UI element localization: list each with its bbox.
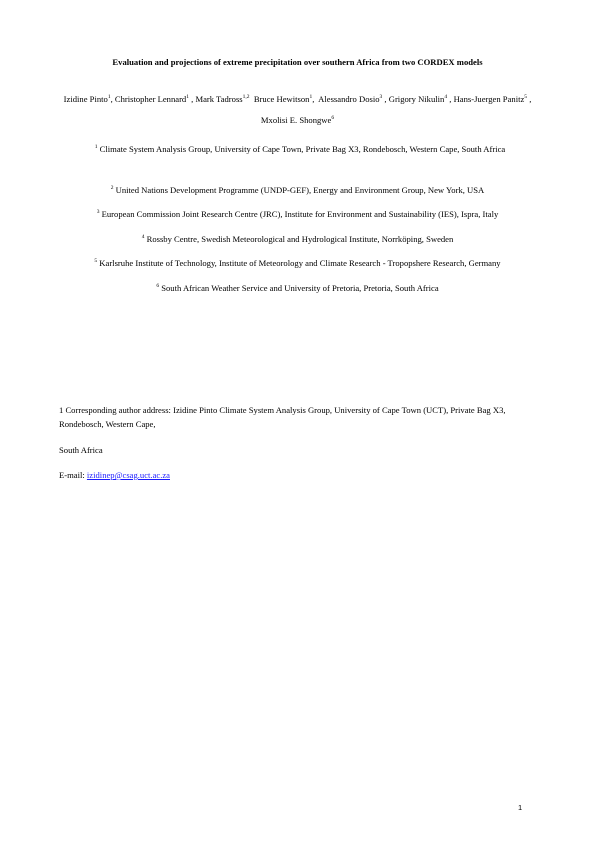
- affiliation-text: Climate System Analysis Group, University of Cape Town, Private Bag X3, Rondebosch, Western Cape, South Africa: [99, 144, 506, 154]
- author-name: Izidine Pinto: [63, 94, 108, 104]
- corresponding-author-email: [59, 469, 170, 481]
- author-list: Izidine Pinto$^1$, Christopher Lennard$^1$ , Mark Tadross$^{1,2}$ Bruce Hewitson$^1$, Alessandro Dosio$^3$ , Grigory Nikulin$^4$ , Hans-Juergen Panitz$^5$ , Mxolisi E. Shongwe$^6$: [63, 94, 532, 125]
- affiliation-mark: 6: [156, 283, 160, 290]
- affiliation-3: [40, 206, 555, 223]
- author-affiliation-mark: 1: [186, 94, 189, 101]
- author-name: Mark Tadross: [195, 94, 243, 104]
- affiliation-mark: 2: [110, 185, 114, 192]
- author-affiliation-mark: 1: [107, 94, 111, 101]
- affiliation-mark: 1: [94, 144, 98, 151]
- author-name: Hans-Juergen Panitz: [453, 94, 525, 104]
- affiliation-text: South African Weather Service and University of Pretoria, Pretoria, South Africa: [161, 283, 439, 293]
- affiliation-mark: 5: [94, 258, 98, 265]
- affiliation-text: United Nations Development Programme (UNDP-GEF), Energy and Environment Group, New York, USA: [115, 185, 485, 195]
- affiliation-2: [40, 182, 555, 199]
- author-name: Grigory Nikulin: [388, 94, 445, 104]
- affiliation-4: [40, 231, 555, 248]
- corresponding-author-address: 1 Corresponding author address: Izidine Pinto Climate System Analysis Group, University of Cape Town (UCT), Private Bag X3, Rondebosch, Western Cape,: [59, 405, 506, 429]
- page-number: 1: [518, 803, 523, 812]
- author-name: Christopher Lennard: [114, 94, 187, 104]
- author-name: Alessandro Dosio: [318, 94, 380, 104]
- email-label: E-mail:: [59, 470, 87, 480]
- affiliation-mark: 3: [96, 209, 100, 216]
- affiliation-mark: 4: [141, 234, 145, 241]
- affiliation-text: Rossby Centre, Swedish Meteorological and Hydrological Institute, Norrköping, Sweden: [146, 234, 454, 244]
- affiliation-text: European Commission Joint Research Centre (JRC), Institute for Environment and Sustainability (IES), Ispra, Italy: [101, 209, 499, 219]
- author-affiliation-mark: 5: [524, 94, 528, 101]
- affiliation-6: [40, 280, 555, 297]
- author-name: Mxolisi E. Shongwe: [260, 115, 332, 125]
- author-affiliation-mark: 6: [331, 115, 335, 122]
- author-affiliation-mark: 3: [379, 94, 383, 101]
- email-link[interactable]: izidinep@csag.uct.ac.za: [86, 470, 170, 480]
- author-affiliation-mark: 1,2: [242, 94, 250, 101]
- affiliation-5: [40, 255, 555, 272]
- corresponding-author-country: South Africa: [59, 445, 103, 455]
- author-affiliation-mark: 4: [444, 94, 448, 101]
- paper-title: Evaluation and projections of extreme precipitation over southern Africa from two CORDEX models: [112, 57, 483, 67]
- affiliation-text: Karlsruhe Institute of Technology, Institute of Meteorology and Climate Research - Tropopshere Research, Germany: [99, 258, 501, 268]
- author-affiliation-mark: 1: [309, 94, 313, 101]
- affiliation-1: [70, 141, 530, 158]
- author-name: Bruce Hewitson: [253, 94, 310, 104]
